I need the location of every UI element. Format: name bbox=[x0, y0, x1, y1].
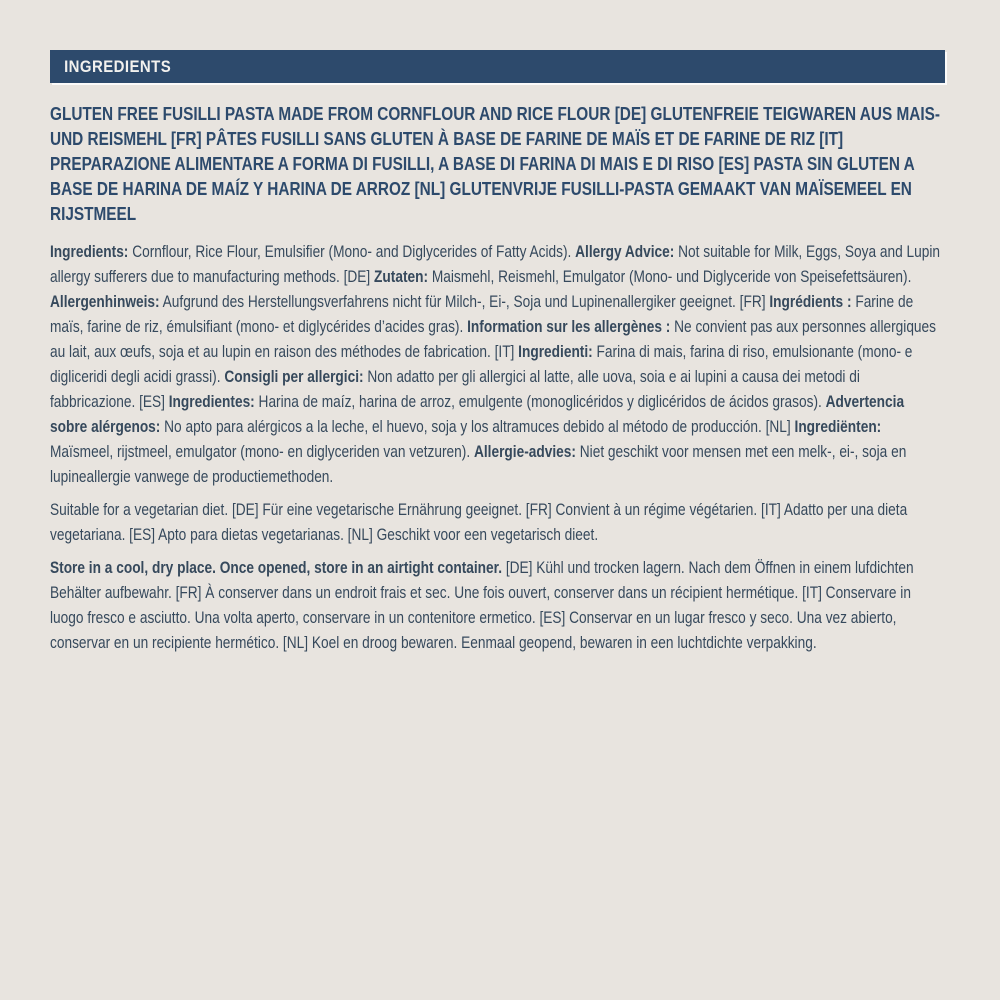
product-title-heading: GLUTEN FREE FUSILLI PASTA MADE FROM CORNFLOUR AND RICE FLOUR [DE] GLUTENFREIE TEIGWAREN AUS MAIS- UND REISMEHL [FR] PÂTES FUSILLI SANS GLUTEN À BASE DE FARINE DE MAÏS ET DE FARINE DE RIZ [IT] PREPARAZIONE ALIMENTARE A FORMA DI FUSILLI, A BASE DI FARINA DI MAIS E DI RISO [ES] PASTA SIN GLUTEN A BASE DE HARINA DE MAÍZ Y HARINA DE ARROZ [NL] GLUTENVRIJE FUSILLI-PASTA GEMAAKT VAN MAÏSEMEEL EN RIJSTMEEL bbox=[50, 103, 940, 224]
bold-text-run: Information sur les allergènes : bbox=[467, 318, 671, 336]
bold-text-run: Ingredienti: bbox=[518, 343, 593, 361]
text-run: Harina de maíz, harina de arroz, emulgente (monoglicéridos y diglicéridos de ácidos grasos). bbox=[254, 393, 826, 411]
text-run: Maïsmeel, rijstmeel, emulgator (mono- en diglyceriden van vetzuren). bbox=[50, 443, 474, 461]
paragraph-ingredients-allergy bbox=[50, 240, 945, 490]
bold-text-run: Zutaten: bbox=[374, 268, 429, 286]
bold-text-run: Allergie-advies: bbox=[473, 443, 576, 461]
bold-text-run: Ingredientes: bbox=[168, 393, 255, 411]
text-run: [DE] Kühl und trocken lagern. Nach dem Öffnen in einem lufdichten Behälter aufbewahr. [FR] À conserver dans un endroit frais et sec. Une fois ouvert, conserver dans un récipient hermétique. [IT] Conservare in luogo fresco e asciutto. Una volta aperto, conservare in un contenitore ermetico. [ES] Conservar en un lugar fresco y seco. Una vez abierto, conservar en un recipiente hermético. [NL] Koel en droog bewaren. Eenmaal geopend, bewaren in een luchtdichte verpakking. bbox=[50, 559, 914, 652]
paragraph-storage bbox=[50, 556, 945, 656]
bold-text-run: Allergy Advice: bbox=[575, 243, 675, 261]
text-run: Farina di mais, farina di riso, emulsionante (mono- e digliceridi degli acidi grassi). bbox=[50, 343, 913, 386]
ingredients-header-bar bbox=[50, 50, 945, 83]
text-run: Suitable for a vegetarian diet. [DE] Für eine vegetarische Ernährung geeignet. [FR] Convient à un régime végétarien. [IT] Adatto per una dieta vegetariana. [ES] Apto para dietas vegetarianas. [NL] Geschikt voor een vegetarisch dieet. bbox=[50, 501, 908, 544]
label-content bbox=[50, 101, 945, 664]
text-run: Ne convient pas aux personnes allergiques au lait, aux œufs, soja et au lupin en raison des méthodes de fabrication. [IT] bbox=[50, 318, 937, 361]
bold-text-run: Consigli per allergici: bbox=[224, 368, 364, 386]
text-run: Cornflour, Rice Flour, Emulsifier (Mono- and Diglycerides of Fatty Acids). bbox=[128, 243, 576, 261]
text-run: Aufgrund des Herstellungsverfahrens nicht für Milch-, Ei-, Soja und Lupinenallergiker geeignet. [FR] bbox=[159, 293, 770, 311]
text-run: Niet geschikt voor mensen met een melk-, ei-, soja en lupineallergie vanwege de productiemethoden. bbox=[50, 443, 907, 486]
ingredients-header-title: INGREDIENTS bbox=[64, 56, 172, 76]
text-run: Not suitable for Milk, Eggs, Soya and Lupin allergy sufferers due to manufacturing methods. [DE] bbox=[50, 243, 941, 286]
bold-text-run: Ingrediënten: bbox=[794, 418, 882, 436]
bold-text-run: Store in a cool, dry place. Once opened, store in an airtight container. bbox=[50, 559, 503, 577]
text-run: Non adatto per gli allergici al latte, alle uova, soia e ai lupini a causa dei metodi di fabbricazione. [ES] bbox=[50, 368, 860, 411]
text-run: Maismehl, Reismehl, Emulgator (Mono- und Diglyceride von Speisefettsäuren). bbox=[428, 268, 912, 286]
bold-text-run: Ingredients: bbox=[50, 243, 129, 261]
text-run: Farine de maïs, farine de riz, émulsifiant (mono- et diglycérides d’acides gras). bbox=[50, 293, 914, 336]
text-run: No apto para alérgicos a la leche, el huevo, soja y los altramuces debido al método de producción. [NL] bbox=[160, 418, 795, 436]
bold-text-run: Advertencia sobre alérgenos: bbox=[50, 393, 905, 436]
bold-text-run: Ingrédients : bbox=[769, 293, 852, 311]
paragraph-vegetarian bbox=[50, 498, 945, 548]
bold-text-run: Allergenhinweis: bbox=[50, 293, 160, 311]
